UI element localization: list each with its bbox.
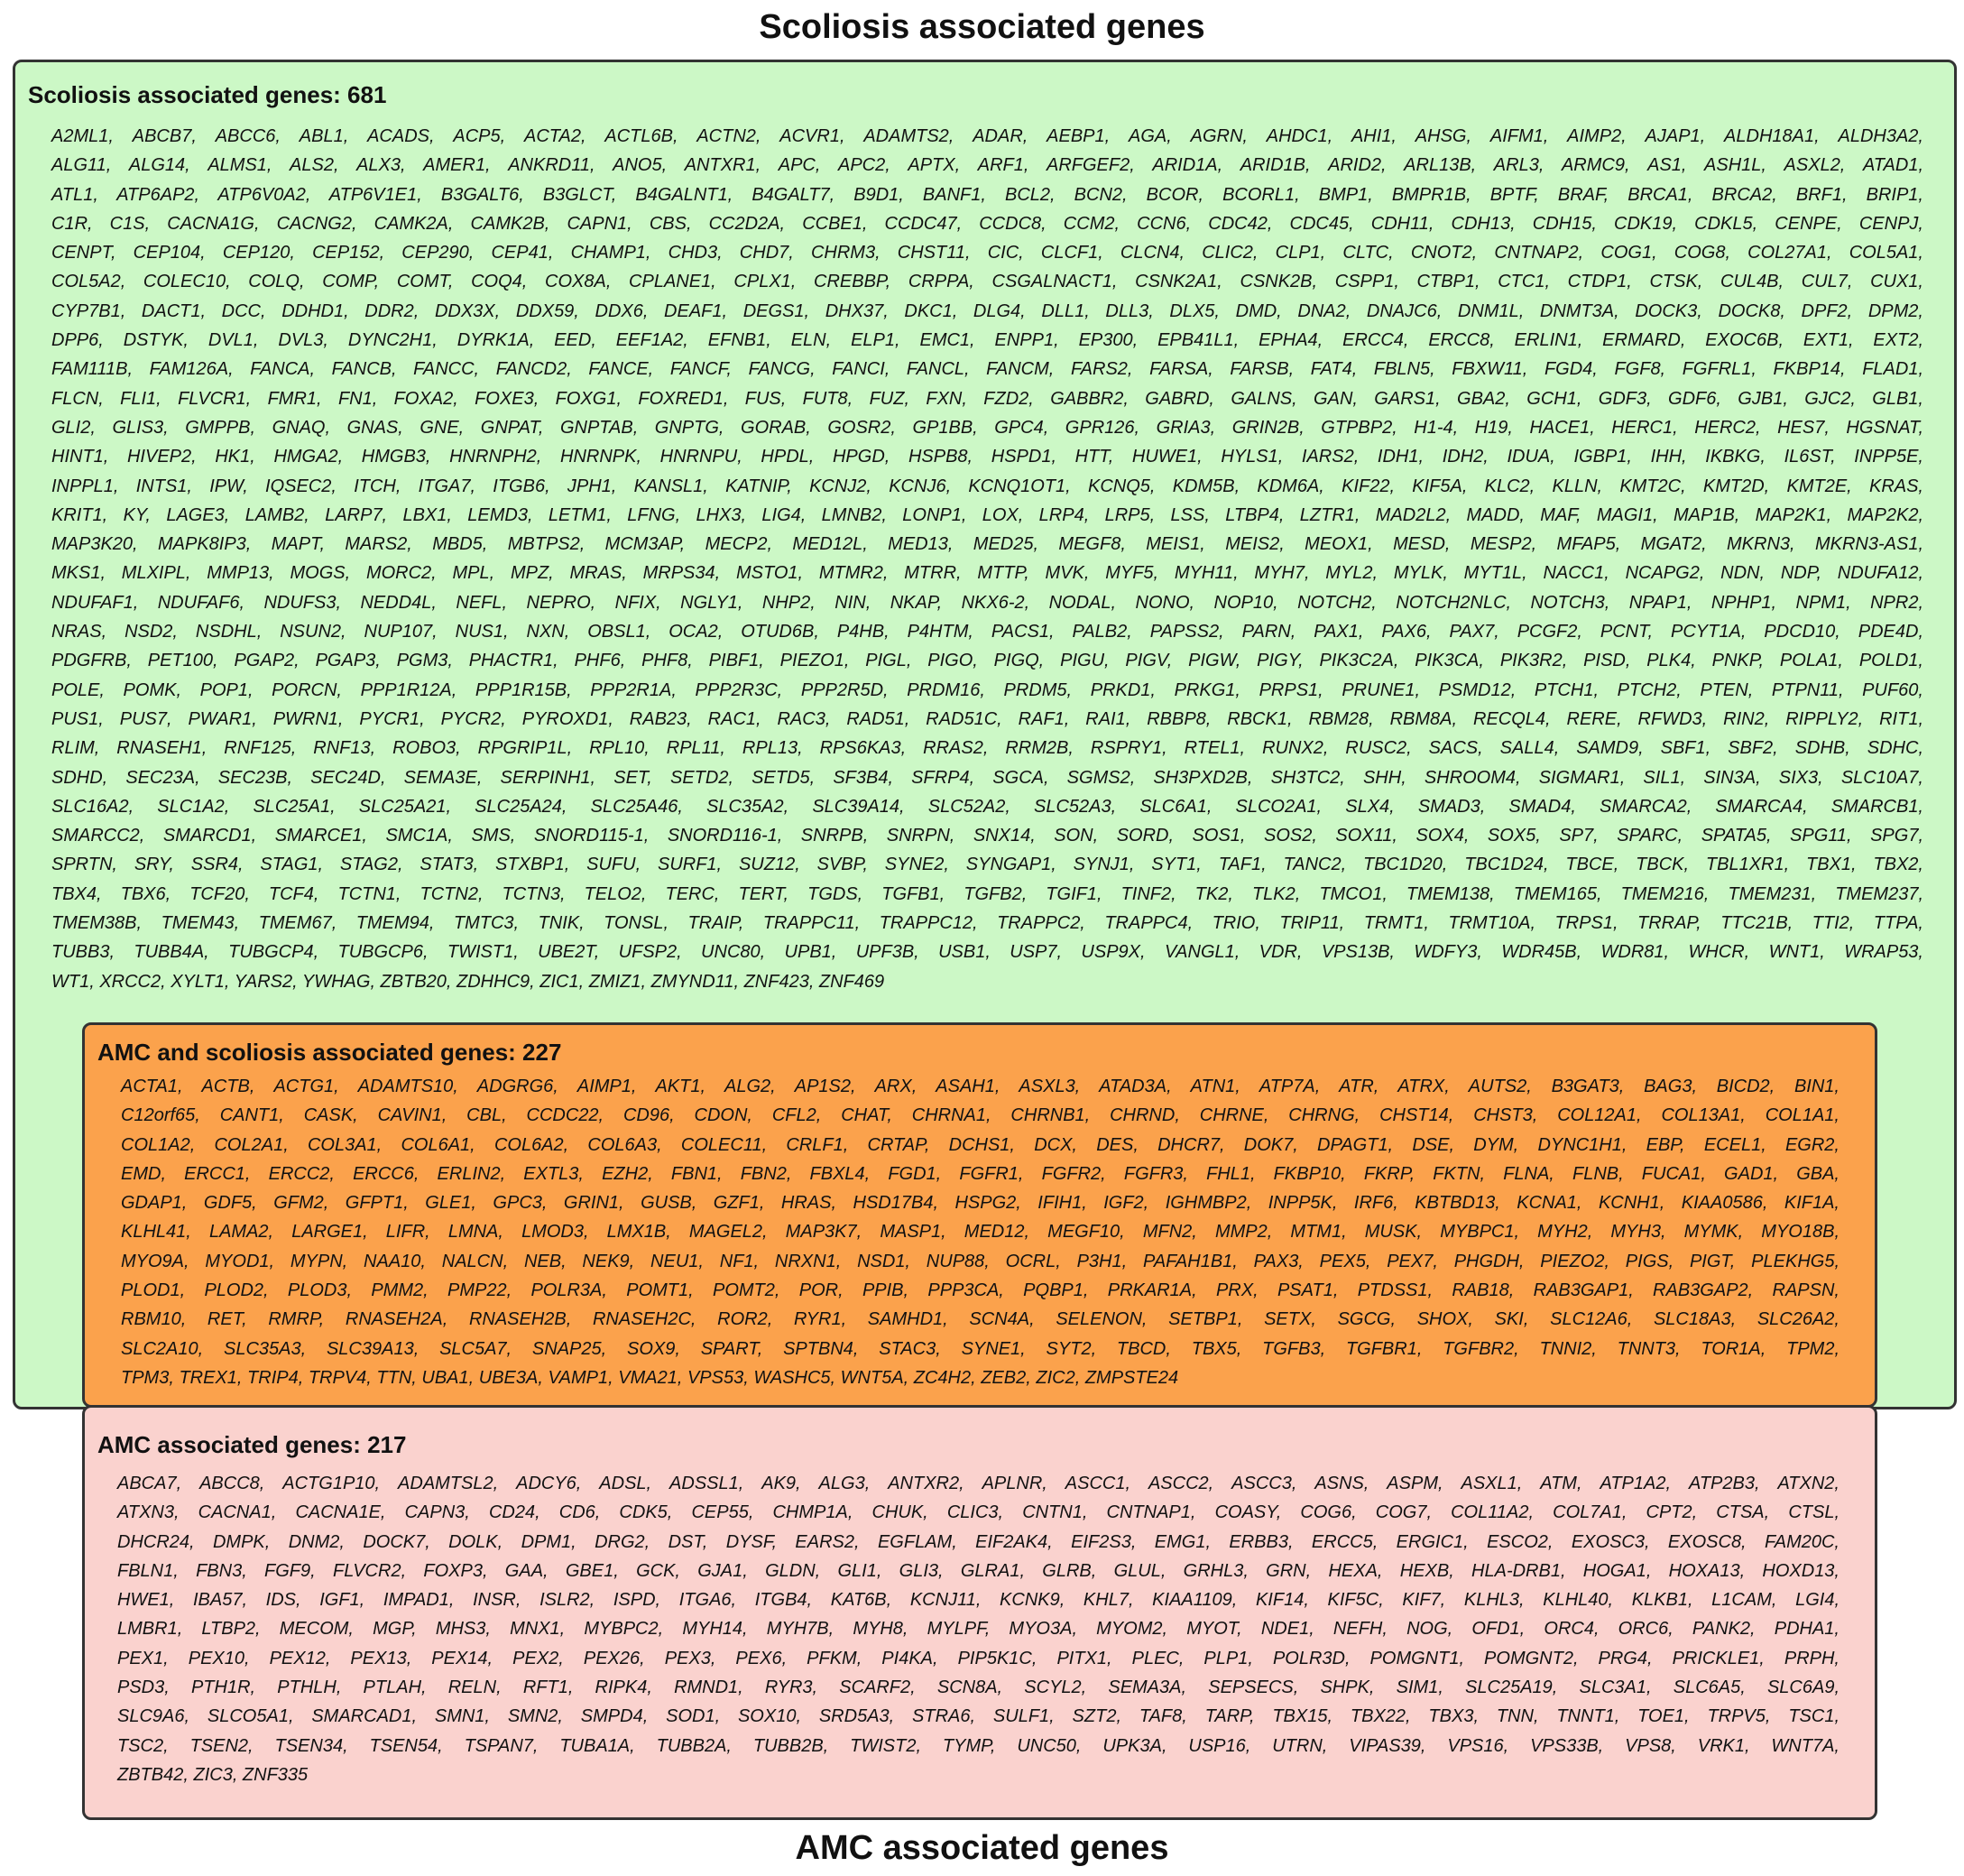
gene-list-line: NRAS, NSD2, NSDHL, NSUN2, NUP107, NUS1, NXN, OBSL1, OCA2, OTUD6B, P4HB, P4HTM, PACS1, PALB2, PAPSS2, PARN, PAX1, PAX6, PAX7, PCGF2, PCNT, PCYT1A, PDCD10, PDE4D, [51,622,1923,642]
gene-list-line: SLC9A6, SLCO5A1, SMARCAD1, SMN1, SMN2, SMPD4, SOD1, SOX10, SRD5A3, STRA6, SULF1, SZT2, TAF8, TARP, TBX15, TBX22, TBX3, TNN, TNNT1, TOE1, TRPV5, TSC1, [117,1706,1840,1727]
gene-list-line: A2ML1, ABCB7, ABCC6, ABL1, ACADS, ACP5, ACTA2, ACTL6B, ACTN2, ACVR1, ADAMTS2, ADAR, AEBP1, AGA, AGRN, AHDC1, AHI1, AHSG, AIFM1, AIMP2, AJAP1, ALDH18A1, ALDH3A2, [51,126,1923,146]
amc-gene-list [117,1469,1840,1789]
gene-list-line: ALG11, ALG14, ALMS1, ALS2, ALX3, AMER1, ANKRD11, ANO5, ANTXR1, APC, APC2, APTX, ARF1, ARFGEF2, ARID1A, ARID1B, ARID2, ARL13B, ARL3, ARMC9, AS1, ASH1L, ASXL2, ATAD1, [51,155,1923,176]
gene-list-line: DHCR24, DMPK, DNM2, DOCK7, DOLK, DPM1, DRG2, DST, DYSF, EARS2, EGFLAM, EIF2AK4, EIF2S3, EMG1, ERBB3, ERCC5, ERGIC1, ESCO2, EXOSC3, EXOSC8, FAM20C, [117,1531,1840,1552]
gene-list-line: PEX1, PEX10, PEX12, PEX13, PEX14, PEX2, PEX26, PEX3, PEX6, PFKM, PI4KA, PIP5K1C, PITX1, PLEC, PLP1, POLR3D, POMGNT1, POMGNT2, PRG4, PRICKLE1, PRPH, [117,1648,1840,1668]
gene-list-line: GDAP1, GDF5, GFM2, GFPT1, GLE1, GPC3, GRIN1, GUSB, GZF1, HRAS, HSD17B4, HSPG2, IFIH1, IGF2, IGHMBP2, INPP5K, IRF6, KBTBD13, KCNA1, KCNH1, KIAA0586, KIF1A, [121,1193,1840,1214]
gene-list-line: ATXN3, CACNA1, CACNA1E, CAPN3, CD24, CD6, CDK5, CEP55, CHMP1A, CHUK, CLIC3, CNTN1, CNTNAP1, COASY, COG6, COG7, COL11A2, COL7A1, CPT2, CTSA, CTSL, [117,1502,1840,1523]
scoliosis-set-title: Scoliosis associated genes [759,8,1205,46]
gene-list-line: MAP3K20, MAPK8IP3, MAPT, MARS2, MBD5, MBTPS2, MCM3AP, MECP2, MED12L, MED13, MED25, MEGF8, MEIS1, MEIS2, MEOX1, MESD, MESP2, MFAP5, MGAT2, MKRN3, MKRN3-AS1, [51,534,1923,555]
gene-list-line: HINT1, HIVEP2, HK1, HMGA2, HMGB3, HNRNPH2, HNRNPK, HNRNPU, HPDL, HPGD, HSPB8, HSPD1, HTT, HUWE1, HYLS1, IARS2, IDH1, IDH2, IDUA, IGBP1, IHH, IKBKG, IL6ST, INPP5E, [51,447,1923,467]
gene-list-line: GLI2, GLIS3, GMPPB, GNAQ, GNAS, GNE, GNPAT, GNPTAB, GNPTG, GORAB, GOSR2, GP1BB, GPC4, GPR126, GRIA3, GRIN2B, GTPBP2, H1-4, H19, HACE1, HERC1, HERC2, HES7, HGSNAT, [51,417,1923,438]
gene-list-line: FBLN1, FBN3, FGF9, FLVCR2, FOXP3, GAA, GBE1, GCK, GJA1, GLDN, GLI1, GLI3, GLRA1, GLRB, GLUL, GRHL3, GRN, HEXA, HEXB, HLA-DRB1, HOGA1, HOXA13, HOXD13, [117,1560,1840,1581]
gene-list-line: PLOD1, PLOD2, PLOD3, PMM2, PMP22, POLR3A, POMT1, POMT2, POR, PPIB, PPP3CA, PQBP1, PRKAR1A, PRX, PSAT1, PTDSS1, RAB18, RAB3GAP1, RAB3GAP2, RAPSN, [121,1280,1840,1301]
amc-genes-box [82,1405,1877,1820]
gene-list-line: ACTA1, ACTB, ACTG1, ADAMTS10, ADGRG6, AIMP1, AKT1, ALG2, AP1S2, ARX, ASAH1, ASXL3, ATAD3A, ATN1, ATP7A, ATR, ATRX, AUTS2, B3GAT3, BAG3, BICD2, BIN1, [121,1077,1840,1096]
gene-list-line: ZBTB42, ZIC3, ZNF335 [117,1764,309,1785]
scoliosis-gene-list [51,122,1923,996]
gene-list-line: INPPL1, INTS1, IPW, IQSEC2, ITCH, ITGA7, ITGB6, JPH1, KANSL1, KATNIP, KCNJ2, KCNJ6, KCNQ1OT1, KCNQ5, KDM5B, KDM6A, KIF22, KIF5A, KLC2, KLLN, KMT2C, KMT2D, KMT2E, KRAS, [51,476,1923,496]
gene-list-line: PSD3, PTH1R, PTHLH, PTLAH, RELN, RFT1, RIPK4, RMND1, RYR3, SCARF2, SCN8A, SCYL2, SEMA3A, SEPSECS, SHPK, SIM1, SLC25A19, SLC3A1, SLC6A5, SLC6A9, [117,1677,1840,1698]
gene-list-line: NDUFAF1, NDUFAF6, NDUFS3, NEDD4L, NEFL, NEPRO, NFIX, NGLY1, NHP2, NIN, NKAP, NKX6-2, NODAL, NONO, NOP10, NOTCH2, NOTCH2NLC, NOTCH3, NPAP1, NPHP1, NPM1, NPR2, [51,592,1923,613]
gene-list-line: SMARCC2, SMARCD1, SMARCE1, SMC1A, SMS, SNORD115-1, SNORD116-1, SNRPB, SNRPN, SNX14, SON, SORD, SOS1, SOS2, SOX11, SOX4, SOX5, SP7, SPARC, SPATA5, SPG11, SPG7, [51,826,1923,846]
gene-list-line: DPP6, DSTYK, DVL1, DVL3, DYNC2H1, DYRK1A, EED, EEF1A2, EFNB1, ELN, ELP1, EMC1, ENPP1, EP300, EPB41L1, EPHA4, ERCC4, ERCC8, ERLIN1, ERMARD, EXOC6B, EXT1, EXT2, [51,330,1923,351]
gene-list-line: CENPT, CEP104, CEP120, CEP152, CEP290, CEP41, CHAMP1, CHD3, CHD7, CHRM3, CHST11, CIC, CLCF1, CLCN4, CLIC2, CLP1, CLTC, CNOT2, CNTNAP2, COG1, COG8, COL27A1, COL5A1, [51,243,1923,263]
scoliosis-genes-heading: Scoliosis associated genes: 681 [28,81,387,108]
gene-list-line: KLHL41, LAMA2, LARGE1, LIFR, LMNA, LMOD3, LMX1B, MAGEL2, MAP3K7, MASP1, MED12, MEGF10, MFN2, MMP2, MTM1, MUSK, MYBPC1, MYH2, MYH3, MYMK, MYO18B, [121,1222,1840,1243]
gene-list-line: COL1A2, COL2A1, COL3A1, COL6A1, COL6A2, COL6A3, COLEC11, CRLF1, CRTAP, DCHS1, DCX, DES, DHCR7, DOK7, DPAGT1, DSE, DYM, DYNC1H1, EBP, ECEL1, EGR2, [121,1134,1840,1155]
gene-list-line: ATL1, ATP6AP2, ATP6V0A2, ATP6V1E1, B3GALT6, B3GLCT, B4GALNT1, B4GALT7, B9D1, BANF1, BCL2, BCN2, BCOR, BCORL1, BMP1, BMPR1B, BPTF, BRAF, BRCA1, BRCA2, BRF1, BRIP1, [51,184,1923,205]
gene-list-line: C12orf65, CANT1, CASK, CAVIN1, CBL, CCDC22, CD96, CDON, CFL2, CHAT, CHRNA1, CHRNB1, CHRND, CHRNE, CHRNG, CHST14, CHST3, COL12A1, COL13A1, COL1A1, [121,1105,1840,1126]
gene-list-line: PDGFRB, PET100, PGAP2, PGAP3, PGM3, PHACTR1, PHF6, PHF8, PIBF1, PIEZO1, PIGL, PIGO, PIGQ, PIGU, PIGV, PIGW, PIGY, PIK3C2A, PIK3CA, PIK3R2, PISD, PLK4, PNKP, POLA1, POLD1, [51,651,1923,671]
amc-and-scoliosis-genes-box [82,1022,1877,1408]
gene-list-line: WT1, XRCC2, XYLT1, YARS2, YWHAG, ZBTB20, ZDHHC9, ZIC1, ZMIZ1, ZMYND11, ZNF423, ZNF469 [51,971,885,992]
gene-list-line: SLC16A2, SLC1A2, SLC25A1, SLC25A21, SLC25A24, SLC25A46, SLC35A2, SLC39A14, SLC52A2, SLC52A3, SLC6A1, SLCO2A1, SLX4, SMAD3, SMAD4, SMARCA2, SMARCA4, SMARCB1, [51,796,1923,817]
gene-list-line: LMBR1, LTBP2, MECOM, MGP, MHS3, MNX1, MYBPC2, MYH14, MYH7B, MYH8, MYLPF, MYO3A, MYOM2, MYOT, NDE1, NEFH, NOG, OFD1, ORC4, ORC6, PANK2, PDHA1, [117,1619,1840,1640]
amc-genes-heading: AMC associated genes: 217 [97,1431,407,1458]
gene-list-line: EMD, ERCC1, ERCC2, ERCC6, ERLIN2, EXTL3, EZH2, FBN1, FBN2, FBXL4, FGD1, FGFR1, FGFR2, FGFR3, FHL1, FKBP10, FKRP, FKTN, FLNA, FLNB, FUCA1, GAD1, GBA, [121,1163,1840,1184]
amc-set-title: AMC associated genes [795,1829,1169,1867]
gene-list-line: TSC2, TSEN2, TSEN34, TSEN54, TSPAN7, TUBA1A, TUBB2A, TUBB2B, TWIST2, TYMP, UNC50, UPK3A, USP16, UTRN, VIPAS39, VPS16, VPS33B, VPS8, VRK1, WNT7A, [117,1735,1840,1756]
gene-list-line: FLCN, FLI1, FLVCR1, FMR1, FN1, FOXA2, FOXE3, FOXG1, FOXRED1, FUS, FUT8, FUZ, FXN, FZD2, GABBR2, GABRD, GALNS, GAN, GARS1, GBA2, GCH1, GDF3, GDF6, GJB1, GJC2, GLB1, [51,388,1923,409]
gene-list-line: MKS1, MLXIPL, MMP13, MOGS, MORC2, MPL, MPZ, MRAS, MRPS34, MSTO1, MTMR2, MTRR, MTTP, MVK, MYF5, MYH11, MYH7, MYL2, MYLK, MYT1L, NACC1, NCAPG2, NDN, NDP, NDUFA12, [51,563,1923,584]
gene-list-line: TBX4, TBX6, TCF20, TCF4, TCTN1, TCTN2, TCTN3, TELO2, TERC, TERT, TGDS, TGFB1, TGFB2, TGIF1, TINF2, TK2, TLK2, TMCO1, TMEM138, TMEM165, TMEM216, TMEM231, TMEM237, [51,883,1923,904]
gene-list-line: PUS1, PUS7, PWAR1, PWRN1, PYCR1, PYCR2, PYROXD1, RAB23, RAC1, RAC3, RAD51, RAD51C, RAF1, RAI1, RBBP8, RBCK1, RBM28, RBM8A, RECQL4, RERE, RFWD3, RIN2, RIPPLY2, RIT1, [51,708,1923,729]
gene-list-line: SPRTN, SRY, SSR4, STAG1, STAG2, STAT3, STXBP1, SUFU, SURF1, SUZ12, SVBP, SYNE2, SYNGAP1, SYNJ1, SYT1, TAF1, TANC2, TBC1D20, TBC1D24, TBCE, TBCK, TBL1XR1, TBX1, TBX2, [51,855,1923,875]
gene-list-line: FAM111B, FAM126A, FANCA, FANCB, FANCC, FANCD2, FANCE, FANCF, FANCG, FANCI, FANCL, FANCM, FARS2, FARSA, FARSB, FAT4, FBLN5, FBXW11, FGD4, FGF8, FGFRL1, FKBP14, FLAD1, [51,359,1923,380]
gene-list-line: RLIM, RNASEH1, RNF125, RNF13, ROBO3, RPGRIP1L, RPL10, RPL11, RPL13, RPS6KA3, RRAS2, RRM2B, RSPRY1, RTEL1, RUNX2, RUSC2, SACS, SALL4, SAMD9, SBF1, SBF2, SDHB, SDHC, [51,738,1923,759]
gene-list-line: POLE, POMK, POP1, PORCN, PPP1R12A, PPP1R15B, PPP2R1A, PPP2R3C, PPP2R5D, PRDM16, PRDM5, PRKD1, PRKG1, PRPS1, PRUNE1, PSMD12, PTCH1, PTCH2, PTEN, PTPN11, PUF60, [51,679,1923,700]
gene-list-line: TMEM38B, TMEM43, TMEM67, TMEM94, TMTC3, TNIK, TONSL, TRAIP, TRAPPC11, TRAPPC12, TRAPPC2, TRAPPC4, TRIO, TRIP11, TRMT1, TRMT10A, TRPS1, TRRAP, TTC21B, TTI2, TTPA, [51,913,1923,934]
gene-list-line: ABCA7, ABCC8, ACTG1P10, ADAMTSL2, ADCY6, ADSL, ADSSL1, AK9, ALG3, ANTXR2, APLNR, ASCC1, ASCC2, ASCC3, ASNS, ASPM, ASXL1, ATM, ATP1A2, ATP2B3, ATXN2, [117,1474,1840,1493]
gene-list-line: CYP7B1, DACT1, DCC, DDHD1, DDR2, DDX3X, DDX59, DDX6, DEAF1, DEGS1, DHX37, DKC1, DLG4, DLL1, DLL3, DLX5, DMD, DNA2, DNAJC6, DNM1L, DNMT3A, DOCK3, DOCK8, DPF2, DPM2, [51,300,1923,321]
gene-list-line: SLC2A10, SLC35A3, SLC39A13, SLC5A7, SNAP25, SOX9, SPART, SPTBN4, STAC3, SYNE1, SYT2, TBCD, TBX5, TGFB3, TGFBR1, TGFBR2, TNNI2, TNNT3, TOR1A, TPM2, [121,1338,1840,1359]
gene-list-line: HWE1, IBA57, IDS, IGF1, IMPAD1, INSR, ISLR2, ISPD, ITGA6, ITGB4, KAT6B, KCNJ11, KCNK9, KHL7, KIAA1109, KIF14, KIF5C, KIF7, KLHL3, KLHL40, KLKB1, L1CAM, LGI4, [117,1590,1840,1611]
gene-list-line: COL5A2, COLEC10, COLQ, COMP, COMT, COQ4, COX8A, CPLANE1, CPLX1, CREBBP, CRPPA, CSGALNACT1, CSNK2A1, CSNK2B, CSPP1, CTBP1, CTC1, CTDP1, CTSK, CUL4B, CUL7, CUX1, [51,272,1923,292]
gene-list-line: MYO9A, MYOD1, MYPN, NAA10, NALCN, NEB, NEK9, NEU1, NF1, NRXN1, NSD1, NUP88, OCRL, P3H1, PAFAH1B1, PAX3, PEX5, PEX7, PHGDH, PIEZO2, PIGS, PIGT, PLEKHG5, [121,1251,1840,1271]
amc-and-scoliosis-gene-list [121,1072,1840,1392]
gene-list-line: KRIT1, KY, LAGE3, LAMB2, LARP7, LBX1, LEMD3, LETM1, LFNG, LHX3, LIG4, LMNB2, LONP1, LOX, LRP4, LRP5, LSS, LTBP4, LZTR1, MAD2L2, MADD, MAF, MAGI1, MAP1B, MAP2K1, MAP2K2, [51,504,1923,525]
gene-list-line: RBM10, RET, RMRP, RNASEH2A, RNASEH2B, RNASEH2C, ROR2, RYR1, SAMHD1, SCN4A, SELENON, SETBP1, SETX, SGCG, SHOX, SKI, SLC12A6, SLC18A3, SLC26A2, [121,1309,1840,1330]
gene-list-line: SDHD, SEC23A, SEC23B, SEC24D, SEMA3E, SERPINH1, SET, SETD2, SETD5, SF3B4, SFRP4, SGCA, SGMS2, SH3PXD2B, SH3TC2, SHH, SHROOM4, SIGMAR1, SIL1, SIN3A, SIX3, SLC10A7, [51,767,1923,788]
gene-list-line: TUBB3, TUBB4A, TUBGCP4, TUBGCP6, TWIST1, UBE2T, UFSP2, UNC80, UPB1, UPF3B, USB1, USP7, USP9X, VANGL1, VDR, VPS13B, WDFY3, WDR45B, WDR81, WHCR, WNT1, WRAP53, [51,942,1923,963]
amc-and-scoliosis-genes-heading: AMC and scoliosis associated genes: 227 [97,1039,562,1066]
gene-list-line: C1R, C1S, CACNA1G, CACNG2, CAMK2A, CAMK2B, CAPN1, CBS, CC2D2A, CCBE1, CCDC47, CCDC8, CCM2, CCN6, CDC42, CDC45, CDH11, CDH13, CDH15, CDK19, CDKL5, CENPE, CENPJ, [51,213,1923,234]
gene-list-line: TPM3, TREX1, TRIP4, TRPV4, TTN, UBA1, UBE3A, VAMP1, VMA21, VPS53, WASHC5, WNT5A, ZC4H2, ZEB2, ZIC2, ZMPSTE24 [121,1367,1179,1388]
